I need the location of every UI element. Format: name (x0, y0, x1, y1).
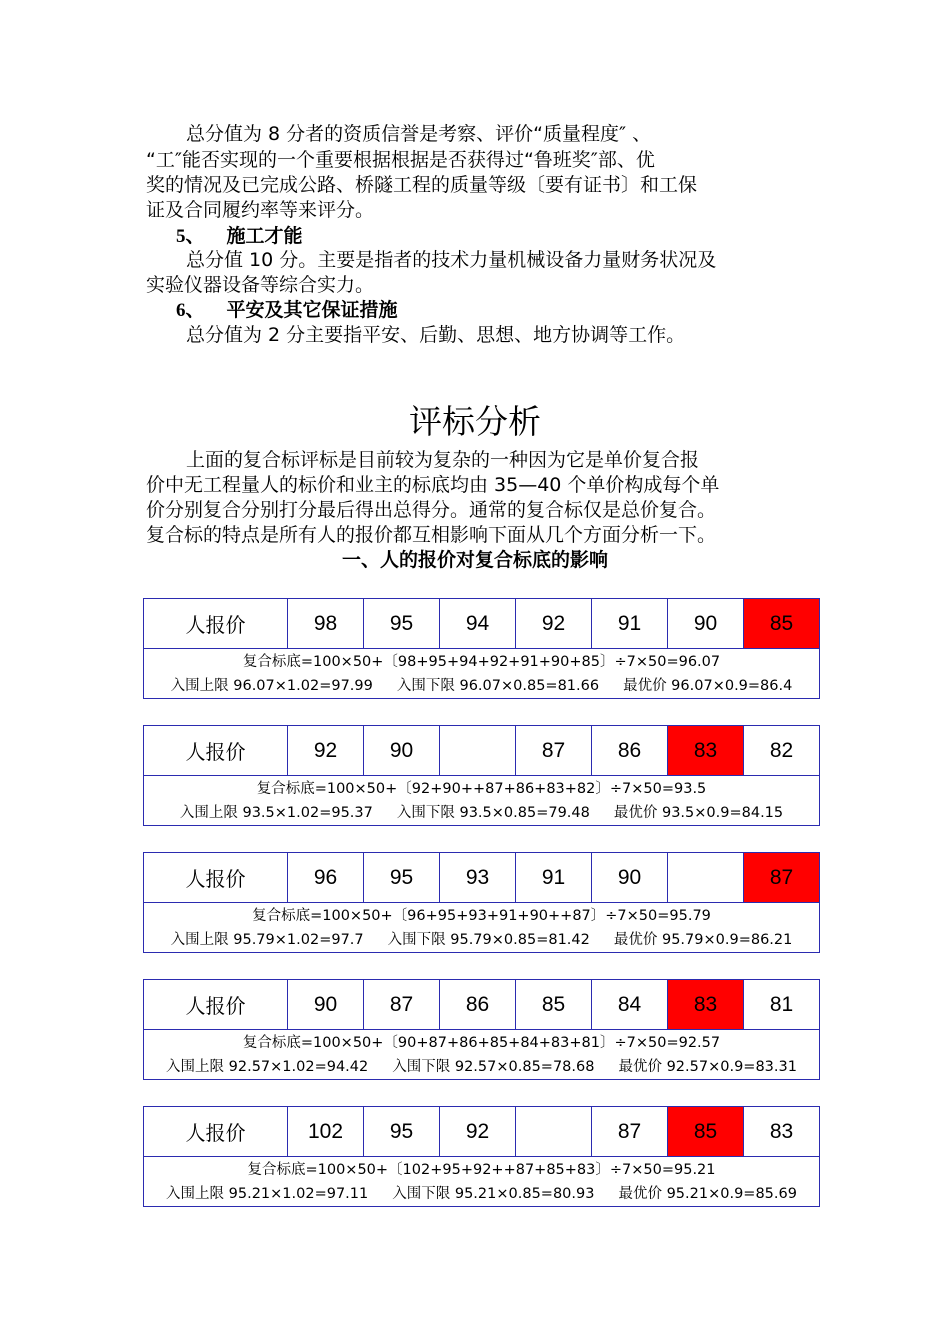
composite-base-formula: 复合标底=100×50+〔98+95+94+92+91+90+85〕÷7×50=96.07 (242, 653, 721, 670)
price-row-label: 人报价 (144, 980, 288, 1030)
price-cell-highlighted: 87 (744, 853, 820, 903)
section-title: 评标分析 (409, 402, 541, 441)
composite-base-formula: 复合标底=100×50+〔90+87+86+85+84+83+81〕÷7×50=92.57 (242, 1034, 721, 1051)
calc-cell (144, 903, 820, 953)
upper-limit: 入围上限 96.07×1.02=97.99 (170, 677, 373, 694)
lower-limit: 入围下限 96.07×0.85=81.66 (396, 677, 600, 694)
composite-base-formula: 复合标底=100×50+〔92+90++87+86+83+82〕÷7×50=93.5 (256, 780, 707, 797)
bid-table (143, 1106, 820, 1207)
calc-cell (144, 776, 820, 826)
limits-line (144, 1055, 819, 1079)
intro-line-3: 奖的情况及已完成公路、桥隧工程的质量等级〔要有证书〕和工保 (146, 174, 698, 196)
price-cell: 92 (288, 726, 364, 776)
intro-line-1: 总分值为 8 分者的资质信誉是考察、评价“质量程度″ 、 (186, 123, 652, 145)
analysis-line-1: 上面的复合标评标是目前较为复杂的一种因为它是单价复合报 (186, 449, 700, 471)
lower-limit: 入围下限 95.79×0.85=81.42 (387, 931, 590, 948)
bid-table (143, 852, 820, 953)
price-cell: 90 (592, 853, 668, 903)
price-cell: 95 (364, 599, 440, 649)
price-cell: 90 (288, 980, 364, 1030)
best-price: 最优价 93.5×0.9=84.15 (613, 804, 784, 821)
price-cell: 93 (440, 853, 516, 903)
para2-line-2: 实验仪器设备等综合实力。 (146, 274, 375, 296)
price-row (144, 980, 820, 1030)
analysis-line-3: 价分别复合分别打分最后得出总得分。通常的复合标仅是总价复合。 (146, 499, 717, 521)
limits-line (144, 1182, 819, 1206)
price-cell (668, 853, 744, 903)
price-row-label: 人报价 (144, 1107, 288, 1157)
heading-6-text: 平安及其它保证措施 (226, 299, 398, 321)
para3: 总分值为 2 分主要指平安、后勤、思想、地方协调等工作。 (186, 324, 686, 346)
price-cell: 94 (440, 599, 516, 649)
calc-row (144, 903, 820, 953)
price-cell: 91 (516, 853, 592, 903)
upper-limit: 入围上限 93.5×1.02=95.37 (179, 804, 373, 821)
calc-cell (144, 649, 820, 699)
price-cell: 85 (516, 980, 592, 1030)
price-cell: 92 (516, 599, 592, 649)
price-cell: 87 (516, 726, 592, 776)
price-row (144, 726, 820, 776)
calc-row (144, 776, 820, 826)
price-row (144, 853, 820, 903)
price-cell: 102 (288, 1107, 364, 1157)
price-cell: 95 (364, 1107, 440, 1157)
limits-line (144, 801, 819, 825)
analysis-line-4: 复合标的特点是所有人的报价都互相影响下面从几个方面分析一下。 (146, 524, 717, 546)
heading-5-text: 施工才能 (226, 225, 303, 247)
lower-limit: 入围下限 92.57×0.85=78.68 (392, 1058, 595, 1075)
heading-6-number: 6、 (176, 300, 205, 321)
price-cell-highlighted: 85 (668, 1107, 744, 1157)
price-row (144, 1107, 820, 1157)
price-cell: 96 (288, 853, 364, 903)
price-cell-highlighted: 85 (744, 599, 820, 649)
price-cell: 87 (592, 1107, 668, 1157)
price-cell: 86 (592, 726, 668, 776)
upper-limit: 入围上限 95.21×1.02=97.11 (166, 1185, 369, 1202)
price-cell: 87 (364, 980, 440, 1030)
composite-base-formula: 复合标底=100×50+〔96+95+93+91+90++87〕÷7×50=95.79 (252, 907, 711, 924)
calc-row (144, 1030, 820, 1080)
price-cell: 98 (288, 599, 364, 649)
calc-cell (144, 1030, 820, 1080)
bid-table (143, 725, 820, 826)
upper-limit: 入围上限 95.79×1.02=97.7 (170, 931, 364, 948)
limits-line (144, 674, 819, 698)
price-cell: 84 (592, 980, 668, 1030)
intro-line-2: “工″能否实现的一个重要根据根据是否获得过“鲁班奖″部、优 (146, 149, 655, 171)
best-price: 最优价 92.57×0.9=83.31 (618, 1058, 797, 1075)
lower-limit: 入围下限 95.21×0.85=80.93 (392, 1185, 595, 1202)
price-cell-highlighted: 83 (668, 980, 744, 1030)
heading-5-number: 5、 (176, 226, 205, 247)
lower-limit: 入围下限 93.5×0.85=79.48 (396, 804, 590, 821)
price-cell: 86 (440, 980, 516, 1030)
calc-row (144, 649, 820, 699)
price-cell (516, 1107, 592, 1157)
price-row-label: 人报价 (144, 726, 288, 776)
intro-line-4: 证及合同履约率等来评分。 (146, 199, 375, 221)
best-price: 最优价 96.07×0.9=86.4 (623, 677, 793, 694)
calc-cell (144, 1157, 820, 1207)
price-cell-highlighted: 83 (668, 726, 744, 776)
price-cell: 95 (364, 853, 440, 903)
limits-line (144, 928, 819, 952)
price-cell (440, 726, 516, 776)
price-cell: 91 (592, 599, 668, 649)
calc-row (144, 1157, 820, 1207)
price-cell: 90 (668, 599, 744, 649)
analysis-line-2: 价中无工程量人的标价和业主的标底均由 35—40 个单价构成每个单 (146, 474, 720, 496)
price-cell: 82 (744, 726, 820, 776)
price-cell: 90 (364, 726, 440, 776)
composite-base-formula: 复合标底=100×50+〔102+95+92++87+85+83〕÷7×50=95.21 (247, 1161, 716, 1178)
price-row-label: 人报价 (144, 853, 288, 903)
heading-6 (176, 298, 398, 323)
price-row (144, 599, 820, 649)
best-price: 最优价 95.79×0.9=86.21 (613, 931, 793, 948)
upper-limit: 入围上限 92.57×1.02=94.42 (166, 1058, 369, 1075)
bid-table (143, 979, 820, 1080)
best-price: 最优价 95.21×0.9=85.69 (618, 1185, 797, 1202)
subsection-title: 一、人的报价对复合标底的影响 (341, 549, 608, 571)
heading-5 (176, 224, 303, 249)
price-cell: 83 (744, 1107, 820, 1157)
price-cell: 92 (440, 1107, 516, 1157)
price-row-label: 人报价 (144, 599, 288, 649)
price-cell: 81 (744, 980, 820, 1030)
para2-line-1: 总分值 10 分。主要是指者的技术力量机械设备力量财务状况及 (186, 249, 717, 271)
bid-table (143, 598, 820, 699)
